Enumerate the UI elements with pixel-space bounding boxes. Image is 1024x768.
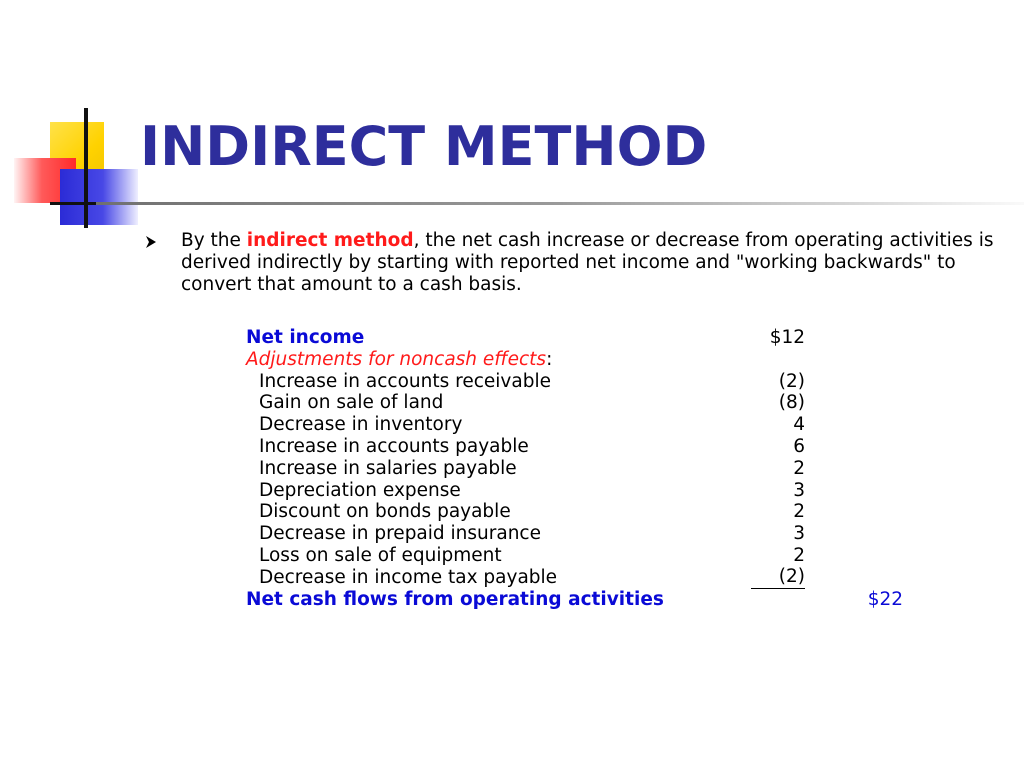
adjustment-label: Gain on sale of land	[259, 392, 444, 414]
adjustment-row	[246, 480, 966, 502]
adjustment-label: Increase in accounts receivable	[259, 370, 551, 392]
adjustments-heading-colon: :	[546, 348, 553, 370]
title-underline	[96, 202, 1024, 205]
adjustment-row	[246, 458, 966, 480]
adjustment-label: Depreciation expense	[259, 479, 461, 501]
adjustment-row	[246, 567, 966, 589]
net-income-row	[246, 327, 966, 349]
adjustment-label: Loss on sale of equipment	[259, 544, 502, 566]
adjustments-heading-row	[246, 349, 966, 371]
bullet-paragraph	[181, 230, 1001, 296]
bullet-text-after: , the net cash increase or decrease from operating activities is derived indirectly by starting with reported net income and "working backwards" to convert that amount to a cash basis.	[181, 230, 994, 295]
slide-title: INDIRECT METHOD	[140, 115, 708, 178]
adjustment-value: 2	[793, 457, 805, 479]
adjustment-value: 4	[793, 414, 805, 436]
cash-flow-statement	[246, 327, 966, 610]
adjustment-label: Decrease in prepaid insurance	[259, 523, 541, 545]
adjustments-heading	[246, 349, 552, 371]
adjustment-row	[246, 523, 966, 545]
adjustment-row	[246, 501, 966, 523]
adjustment-value: 2	[793, 501, 805, 523]
adjustment-value: (8)	[778, 392, 805, 414]
decorative-blue-square	[60, 169, 138, 225]
net-income-label: Net income	[246, 327, 365, 348]
bullet-emphasis: indirect method	[246, 230, 414, 251]
adjustment-row	[246, 436, 966, 458]
adjustments-heading-text: Adjustments for noncash effects	[246, 348, 547, 370]
adjustment-label: Decrease in income tax payable	[259, 566, 558, 588]
total-row	[246, 589, 966, 611]
adjustment-row	[246, 392, 966, 414]
adjustment-value: 2	[793, 544, 805, 566]
adjustment-label: Increase in accounts payable	[259, 435, 529, 457]
net-income-value: $12	[769, 327, 805, 348]
right-arrowhead-icon	[145, 231, 157, 249]
total-value: $22	[867, 588, 903, 610]
bullet-text-before: By the	[181, 230, 247, 251]
adjustment-value: (2)	[778, 370, 805, 392]
adjustment-row	[246, 545, 966, 567]
adjustment-value: 6	[793, 435, 805, 457]
decorative-vertical-line	[84, 108, 88, 228]
adjustment-value: 3	[793, 479, 805, 501]
adjustment-row	[246, 371, 966, 393]
adjustment-value-underlined: (2)	[751, 567, 805, 589]
adjustment-label: Decrease in inventory	[259, 414, 463, 436]
adjustment-value: 3	[793, 523, 805, 545]
adjustment-label: Discount on bonds payable	[259, 501, 511, 523]
adjustment-label: Increase in salaries payable	[259, 457, 517, 479]
adjustment-row	[246, 414, 966, 436]
total-label: Net cash flows from operating activities	[246, 588, 664, 610]
